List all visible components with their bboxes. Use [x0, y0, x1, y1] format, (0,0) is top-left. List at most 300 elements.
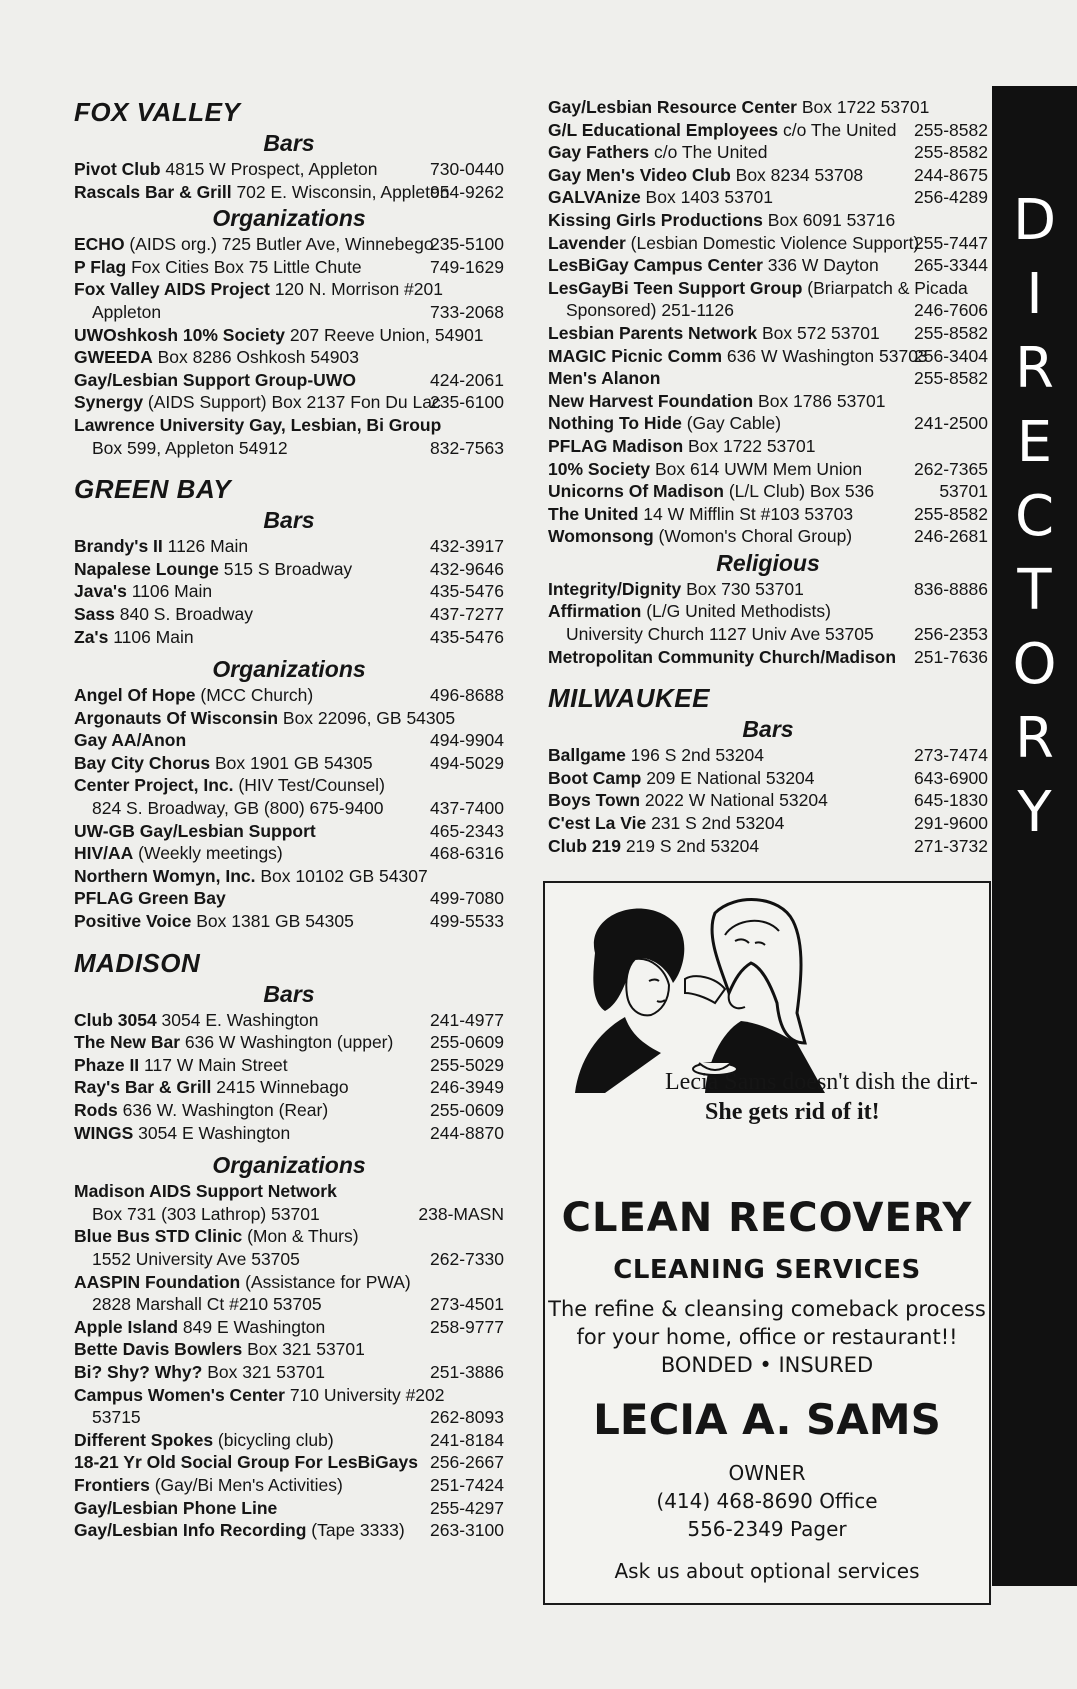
listing-address-line: Box 731 (303 Lathrop) 53701: [92, 1203, 320, 1224]
listing-name: Gay Men's Video Club: [548, 164, 731, 185]
listing-entry: [74, 346, 504, 369]
listing-detail: Box 8234 53708: [730, 164, 864, 185]
listing-entry: [548, 503, 988, 526]
listing-name: Fox Valley AIDS Project: [74, 279, 270, 300]
listing-detail: (Gay/Bi Men's Activities): [149, 1474, 343, 1495]
listing-phone: 494-9904: [430, 730, 504, 751]
listing-entry: [74, 1384, 504, 1429]
listing-entry: [74, 1451, 504, 1474]
fox-valley-bars-list: [74, 158, 504, 203]
listing-entry: [74, 1225, 504, 1270]
listing-phone: 262-7330: [430, 1248, 504, 1269]
directory-letter: C: [1014, 484, 1055, 549]
listing-detail: Box 8286 Oshkosh 54903: [152, 347, 360, 368]
listing-detail: 14 W Mifflin St #103 53703: [638, 503, 854, 524]
listing-detail: Box 321 53701: [242, 1339, 365, 1360]
listing-entry: [74, 684, 504, 707]
listing-phone: 643-6900: [914, 767, 988, 788]
listing-phone: 262-7365: [914, 458, 988, 479]
listing-detail: 4815 W Prospect, Appleton: [160, 159, 378, 179]
listing-phone: 954-9262: [430, 181, 504, 202]
listing-phone: 499-7080: [430, 888, 504, 909]
listing-entry: [74, 774, 504, 819]
category-bars: Bars: [742, 716, 794, 743]
listing-name: Bay City Chorus: [74, 752, 211, 773]
listing-detail: (AIDS Support) Box 2137 Fon Du Lac: [143, 392, 441, 413]
directory-letter: O: [1012, 632, 1057, 697]
listing-entry: [74, 820, 504, 843]
listing-phone: 255-4297: [430, 1497, 504, 1518]
listing-detail: 515 S Broadway: [218, 558, 353, 579]
listing-name: Womonsong: [548, 526, 654, 547]
listing-detail: (L/L Club) Box 536: [723, 481, 875, 502]
right-column: [548, 96, 988, 857]
listing-phone: 435-5476: [430, 581, 504, 602]
region-title-fox-valley: FOX VALLEY: [74, 97, 241, 127]
listing-phone: 241-4977: [430, 1009, 504, 1030]
listing-entry: [74, 1180, 504, 1225]
listing-entry: [74, 1031, 504, 1054]
listing-phone: 255-0609: [430, 1100, 504, 1120]
listing-entry: [74, 1076, 504, 1099]
listing-name: Northern Womyn, Inc.: [74, 865, 256, 886]
listing-entry: [74, 558, 504, 581]
listing-phone: 255-8582: [914, 119, 988, 140]
directory-letter: Y: [1017, 780, 1052, 845]
listing-phone: 255-5029: [430, 1054, 504, 1075]
listing-entry: [74, 414, 504, 459]
listing-address-line: 1552 University Ave 53705: [92, 1248, 300, 1269]
listing-entry: [548, 322, 988, 345]
listing-phone: 465-2343: [430, 820, 504, 841]
listing-name: Kissing Girls Productions: [548, 209, 763, 230]
madison-orgs-list: [74, 1180, 504, 1542]
listing-phone: 263-3100: [430, 1520, 504, 1541]
listing-detail: 3054 E. Washington: [156, 1009, 319, 1030]
directory-letter: T: [1017, 558, 1052, 623]
category-organizations: Organizations: [212, 1152, 366, 1179]
listing-phone: 832-7563: [430, 437, 504, 458]
listing-name: Men's Alanon: [548, 368, 661, 389]
listing-name: LesBiGay Campus Center: [548, 255, 763, 276]
listing-detail: 336 W Dayton: [762, 255, 879, 276]
listing-phone: 238-MASN: [418, 1203, 504, 1224]
listing-entry: [74, 1122, 504, 1145]
listing-name: Lawrence University Gay, Lesbian, Bi Group: [74, 414, 442, 435]
milwaukee-bars-list: [548, 744, 988, 857]
listing-detail: Box 1722 53701: [683, 435, 816, 456]
listing-phone: 251-3886: [430, 1361, 504, 1382]
listing-entry: [74, 865, 504, 888]
listing-name: UW-GB Gay/Lesbian Support: [74, 820, 316, 841]
listing-address-line: Appleton: [92, 301, 162, 322]
listing-name: Java's: [74, 581, 127, 602]
listing-detail: 207 Reeve Union, 54901: [285, 324, 484, 345]
listing-name: The United: [548, 503, 639, 524]
listing-name: 18-21 Yr Old Social Group For LesBiGays: [74, 1452, 418, 1473]
listing-name: Integrity/Dignity: [548, 578, 682, 599]
ad-headline: CLEAN RECOVERY: [561, 1195, 973, 1241]
listing-detail: (Tape 3333): [306, 1520, 405, 1541]
listing-detail: 120 N. Morrison #201: [269, 279, 443, 300]
listing-name: Frontiers: [74, 1474, 150, 1495]
ad-owner-title: OWNER: [728, 1461, 806, 1485]
listing-name: AASPIN Foundation: [74, 1271, 241, 1292]
listing-name: Boot Camp: [548, 767, 642, 788]
listing-entry: [74, 1054, 504, 1077]
listing-phone: 645-1830: [914, 790, 988, 811]
listing-phone: 424-2061: [430, 369, 504, 390]
listing-entry: [74, 1316, 504, 1339]
listing-phone: 246-3949: [430, 1077, 504, 1098]
listing-name: Synergy: [74, 392, 144, 413]
listing-entry: [548, 600, 988, 645]
listing-phone: 255-8582: [914, 322, 988, 343]
directory-letter: D: [1012, 188, 1057, 253]
listing-phone: 836-8886: [914, 578, 988, 599]
listing-entry: [74, 324, 504, 347]
listing-entry: [548, 835, 988, 858]
listing-entry: [74, 1519, 504, 1542]
listing-phone: 255-8582: [914, 503, 988, 524]
clean-recovery-advertisement: [543, 881, 991, 1605]
listing-phone: 251-7424: [430, 1474, 504, 1495]
listing-entry: [74, 1271, 504, 1316]
listing-detail: Fox Cities Box 75 Little Chute: [126, 256, 362, 277]
listing-phone: 256-2353: [914, 624, 988, 645]
listing-name: UWOshkosh 10% Society: [74, 324, 286, 345]
listing-phone: 246-2681: [914, 526, 988, 547]
listing-detail: (Womon's Choral Group): [653, 526, 853, 547]
listing-detail: 231 S 2nd 53204: [646, 813, 785, 834]
category-bars: Bars: [263, 980, 315, 1007]
listing-entry: [548, 232, 988, 255]
listing-entry: [548, 141, 988, 164]
listing-entry: [548, 345, 988, 368]
listing-detail: Box 1901 GB 54305: [210, 752, 373, 773]
listing-address-line: Box 599, Appleton 54912: [92, 437, 288, 458]
listing-name: Phaze II: [74, 1054, 140, 1075]
listing-name: Metropolitan Community Church/Madison: [548, 646, 897, 667]
ad-subheadline: CLEANING SERVICES: [613, 1255, 921, 1285]
listing-phone: 496-8688: [430, 685, 504, 706]
listing-phone: 255-8582: [914, 142, 988, 163]
listing-address-line: 53715: [92, 1407, 141, 1428]
listing-name: Lesbian Parents Network: [548, 322, 758, 343]
listing-name: Napalese Lounge: [74, 558, 219, 579]
listing-name: The New Bar: [74, 1032, 180, 1053]
listing-phone: 499-5533: [430, 911, 504, 932]
listing-entry: [548, 254, 988, 277]
listing-detail: (Mon & Thurs): [242, 1226, 359, 1247]
listing-phone: 241-8184: [430, 1429, 504, 1450]
listing-name: GALVAnize: [548, 187, 641, 208]
listing-name: Bi? Shy? Why?: [74, 1361, 203, 1382]
listing-entry: [74, 1338, 504, 1361]
listing-entry: [548, 119, 988, 142]
listing-name: New Harvest Foundation: [548, 390, 754, 411]
listing-phone: 255-7447: [914, 232, 988, 253]
listing-entry: [548, 646, 988, 669]
listing-address-line: 824 S. Broadway, GB (800) 675-9400: [92, 798, 384, 819]
listing-entry: [548, 578, 988, 601]
listing-entry: [548, 458, 988, 481]
listing-entry: [548, 525, 988, 548]
listing-name: P Flag: [74, 256, 127, 277]
listing-entry: [74, 278, 504, 323]
listing-name: Ray's Bar & Grill: [74, 1077, 212, 1098]
listing-detail: 3054 E Washington: [133, 1122, 291, 1143]
listing-detail: c/o The United: [649, 142, 768, 163]
listing-detail: (HIV Test/Counsel): [233, 775, 385, 796]
listing-name: GWEEDA: [74, 347, 153, 368]
listing-phone: 255-0609: [430, 1032, 504, 1053]
listing-name: Sass: [74, 603, 115, 624]
listing-name: Gay/Lesbian Support Group-UWO: [74, 369, 356, 390]
listing-detail: Box 1403 53701: [640, 187, 774, 208]
listing-name: Nothing To Hide: [548, 413, 682, 434]
listing-entry: [74, 1429, 504, 1452]
listing-detail: Box 321 53701: [202, 1361, 325, 1382]
listing-name: Affirmation: [548, 601, 642, 622]
listing-entry: [548, 744, 988, 767]
listing-phone: 256-4289: [914, 187, 988, 208]
listing-detail: 209 E National 53204: [641, 767, 815, 788]
listing-detail: 2415 Winnebago: [211, 1077, 349, 1098]
listing-detail: 1106 Main: [108, 626, 194, 647]
category-bars: Bars: [263, 130, 315, 156]
listing-name: Gay/Lesbian Resource Center: [548, 97, 797, 117]
listing-detail: Box 1786 53701: [753, 390, 886, 411]
listing-name: Rods: [74, 1100, 118, 1120]
madison-bars-list: [74, 1009, 504, 1145]
listing-phone: 291-9600: [914, 813, 988, 834]
listing-entry: [548, 412, 988, 435]
listing-entry: [74, 369, 504, 392]
listing-name: Lavender: [548, 232, 626, 253]
fox-valley-orgs-list: [74, 233, 504, 459]
listing-phone: 730-0440: [430, 159, 504, 179]
listing-entry: [548, 367, 988, 390]
listing-phone: 262-8093: [430, 1407, 504, 1428]
listing-entry: [74, 535, 504, 558]
ad-office-phone: (414) 468-8690 Office: [656, 1489, 878, 1513]
listing-phone: 235-5100: [430, 234, 504, 255]
listing-phone: 432-3917: [430, 536, 504, 557]
listing-name: Blue Bus STD Clinic: [74, 1226, 243, 1247]
listing-name: Rascals Bar & Grill: [74, 181, 232, 202]
listing-entry: [74, 1009, 504, 1032]
ad-optional-services: Ask us about optional services: [614, 1559, 920, 1583]
listing-phone: 435-5476: [430, 626, 504, 647]
listing-detail: 849 E Washington: [178, 1316, 326, 1337]
listing-entry: [74, 603, 504, 626]
listing-entry: [74, 256, 504, 279]
region-title-madison: MADISON: [74, 947, 201, 978]
green-bay-orgs-list: [74, 684, 504, 933]
listing-name: Club 219: [548, 835, 621, 856]
listing-phone: 494-5029: [430, 752, 504, 773]
listing-entry: [74, 707, 504, 730]
listing-phone: 246-7606: [914, 300, 988, 321]
listing-address-line: University Church 1127 Univ Ave 53705: [566, 624, 874, 645]
listing-phone: 468-6316: [430, 843, 504, 864]
listing-name: HIV/AA: [74, 843, 134, 864]
listing-name: ECHO: [74, 234, 125, 255]
listing-name: Gay Fathers: [548, 142, 650, 163]
listing-detail: 840 S. Broadway: [114, 603, 254, 624]
listing-entry: [74, 1361, 504, 1384]
listing-detail: Box 10102 GB 54307: [255, 865, 428, 886]
listing-entry: [548, 480, 988, 503]
listing-entry: [548, 390, 988, 413]
listing-phone: 749-1629: [430, 256, 504, 277]
listing-name: Ballgame: [548, 745, 626, 766]
listing-entry: [74, 233, 504, 256]
listing-name: 10% Society: [548, 458, 651, 479]
listing-entry: [74, 580, 504, 603]
listing-name: Center Project, Inc.: [74, 775, 234, 796]
listing-name: Gay/Lesbian Info Recording: [74, 1520, 307, 1541]
listing-name: Positive Voice: [74, 911, 192, 932]
listing-name: Brandy's II: [74, 536, 163, 557]
listing-detail: Box 6091 53716: [762, 209, 896, 230]
listing-detail: 710 University #202: [284, 1384, 445, 1405]
ad-description-line: The refine & cleansing comeback process: [548, 1297, 986, 1321]
listing-detail: Box 730 53701: [681, 578, 804, 599]
listing-name: Angel Of Hope: [74, 685, 196, 706]
directory-letter: E: [1016, 410, 1053, 475]
directory-letter: R: [1015, 706, 1054, 771]
listing-entry: [74, 1497, 504, 1520]
listing-entry: [548, 209, 988, 232]
listing-name: Gay/Lesbian Phone Line: [74, 1497, 278, 1518]
directory-letter: I: [1026, 262, 1043, 327]
listing-phone: 273-4501: [430, 1294, 504, 1315]
gossiping-women-illustration: [565, 893, 835, 1093]
listing-name: Za's: [74, 626, 109, 647]
listing-name: PFLAG Green Bay: [74, 888, 226, 909]
listing-entry: [548, 812, 988, 835]
listing-entry: [548, 435, 988, 458]
listing-entry: [74, 181, 504, 204]
listing-entry: [74, 626, 504, 649]
ad-description-line: for your home, office or restaurant!!: [576, 1325, 958, 1349]
category-bars: Bars: [263, 507, 315, 534]
listing-detail: 219 S 2nd 53204: [620, 835, 760, 856]
listing-phone: 437-7400: [430, 798, 504, 819]
listing-address-line: Sponsored) 251-1126: [566, 300, 734, 321]
listing-entry: [548, 164, 988, 187]
listing-detail: (Weekly meetings): [133, 843, 283, 864]
listing-name: PFLAG Madison: [548, 435, 684, 456]
ad-tagline: Lecia Sams doesn't dish the dirt-: [665, 1069, 978, 1095]
listing-detail: 1126 Main: [162, 536, 249, 557]
listing-detail: 636 W Washington 53703: [722, 345, 928, 366]
listing-detail: (Briarpatch & Picada: [802, 277, 968, 298]
madison-religious-list: [548, 578, 988, 668]
listing-detail: Box 22096, GB 54305: [278, 707, 456, 728]
listing-phone: 273-7474: [914, 745, 988, 766]
listing-detail: (MCC Church): [195, 685, 314, 706]
listing-entry: [74, 158, 504, 181]
listing-detail: 1106 Main: [126, 581, 213, 602]
listing-name: WINGS: [74, 1122, 134, 1143]
listing-detail: (L/G United Methodists): [641, 601, 831, 622]
listing-detail: (bicycling club): [213, 1429, 334, 1450]
listing-detail: (AIDS org.) 725 Butler Ave, Winnebego: [124, 234, 434, 255]
listing-name: Boys Town: [548, 790, 641, 811]
category-organizations: Organizations: [212, 205, 366, 232]
listing-name: C'est La Vie: [548, 813, 647, 834]
listing-phone: 733-2068: [430, 301, 504, 322]
ad-tagline-bold: She gets rid of it!: [705, 1099, 880, 1125]
directory-side-band: [992, 86, 1077, 1586]
directory-letter: R: [1015, 336, 1054, 401]
ad-pager-phone: 556-2349 Pager: [687, 1517, 847, 1541]
listing-entry: [548, 767, 988, 790]
listing-detail: (Assistance for PWA): [240, 1271, 411, 1292]
listing-entry: [74, 1099, 504, 1122]
listing-detail: Box 572 53701: [757, 322, 880, 343]
madison-orgs-continued-list: [548, 96, 988, 548]
listing-phone: 251-7636: [914, 646, 988, 667]
ad-owner-name: LECIA A. SAMS: [593, 1395, 941, 1444]
listing-name: Bette Davis Bowlers: [74, 1339, 243, 1360]
listing-detail: 117 W Main Street: [139, 1054, 288, 1075]
listing-name: Gay AA/Anon: [74, 730, 187, 751]
listing-phone: 241-2500: [914, 413, 988, 434]
region-title-green-bay: GREEN BAY: [74, 474, 232, 505]
left-column: [74, 96, 504, 1542]
ad-bonded-insured: BONDED • INSURED: [660, 1353, 874, 1377]
listing-detail: Box 614 UWM Mem Union: [650, 458, 863, 479]
listing-detail: 702 E. Wisconsin, Appleton: [231, 181, 450, 202]
listing-name: Campus Women's Center: [74, 1384, 285, 1405]
listing-detail: (Lesbian Domestic Violence Support): [625, 232, 920, 253]
listing-phone: 256-3404: [914, 345, 988, 366]
listing-detail: 636 W. Washington (Rear): [117, 1100, 329, 1120]
listing-entry: [74, 910, 504, 933]
category-organizations: Organizations: [212, 656, 366, 683]
listing-detail: Box 1722 53701: [796, 97, 930, 117]
listing-name: Pivot Club: [74, 159, 161, 179]
listing-name: G/L Educational Employees: [548, 119, 779, 140]
listing-entry: [74, 887, 504, 910]
region-title-milwaukee: MILWAUKEE: [548, 683, 710, 714]
green-bay-bars-list: [74, 535, 504, 648]
listing-entry: [74, 729, 504, 752]
listing-detail: 636 W Washington (upper): [180, 1032, 394, 1053]
listing-name: Different Spokes: [74, 1429, 214, 1450]
listing-name: LesGayBi Teen Support Group: [548, 277, 803, 298]
listing-phone: 271-3732: [914, 835, 988, 856]
listing-name: Unicorns Of Madison: [548, 481, 724, 502]
listing-entry: [74, 842, 504, 865]
listing-detail: c/o The United: [778, 119, 897, 140]
listing-phone: 265-3344: [914, 255, 988, 276]
listing-detail: 2022 W National 53204: [640, 790, 828, 811]
listing-entry: [548, 277, 988, 322]
listing-address-line: 2828 Marshall Ct #210 53705: [92, 1294, 322, 1315]
listing-phone: 432-9646: [430, 558, 504, 579]
listing-name: Club 3054: [74, 1009, 157, 1030]
listing-detail: (Gay Cable): [681, 413, 782, 434]
listing-entry: [74, 391, 504, 414]
listing-name: Argonauts Of Wisconsin: [74, 707, 279, 728]
listing-phone: 256-2667: [430, 1452, 504, 1473]
listing-phone: 53701: [939, 481, 988, 502]
